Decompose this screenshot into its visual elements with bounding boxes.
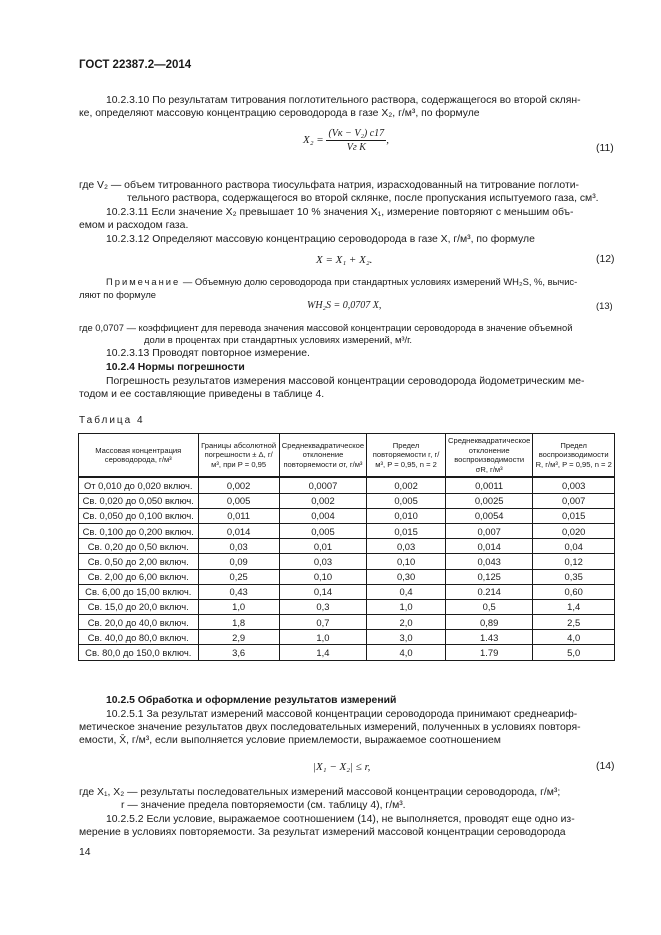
table-cell: 0,043 [445,554,532,569]
table-row [79,630,615,645]
table-cell: 0,5 [445,599,532,614]
table-row [79,523,615,538]
table-row [79,599,615,614]
formula-13: WH₂S = 0,0707 X, [307,300,382,311]
paragraph-10-2-3-13: 10.2.3.13 Проводят повторное измерение. [106,348,310,359]
table-cell: 0,01 [279,539,366,554]
where-11-line2: тельного раствора, содержащегося во второй склянке, после пропускания испытуемого газа, см³. [127,193,599,204]
section-10-2-5-title: 10.2.5 Обработка и оформление результатов измерений [106,695,397,706]
table-cell: Св. 0,20 до 0,50 включ. [79,539,199,554]
table-cell: 1,8 [198,615,279,630]
equation-number-14: (14) [596,761,615,772]
table-cell: 0,35 [533,569,615,584]
table-row [79,615,615,630]
equation-number-13: (13) [596,300,613,311]
table-cell: 0,125 [445,569,532,584]
table-cell: Св. 0,020 до 0,050 включ. [79,493,199,508]
table-cell: 4,0 [533,630,615,645]
formula-12: X = X₁ + X₂. [316,254,373,266]
table-cell: 0,011 [198,508,279,523]
paragraph-10-2-5-2-line2: мерение в условиях повторяемости. За результат измерений массовой концентрации сероводорода [79,827,566,838]
table-cell: 1,0 [279,630,366,645]
table-cell: 0,30 [367,569,446,584]
section-10-2-4-line2: тодом и ее составляющие приведены в таблице 4. [79,389,325,400]
table-cell: 1,0 [198,599,279,614]
section-10-2-5-line2: метическое значение результатов двух последовательных измерений, полученных в условиях повторя- [79,722,581,733]
table-cell: 0,020 [533,523,615,538]
table-cell: 5,0 [533,645,615,660]
table-cell: 2,0 [367,615,446,630]
table-cell: 0,0011 [445,477,532,493]
table-cell: 2,9 [198,630,279,645]
table-row [79,554,615,569]
table-header-abs-error: Границы абсолютной погрешности ± Δ, г/м³, при P = 0,95 [198,434,279,478]
table-row [79,539,615,554]
table-cell: Св. 2,00 до 6,00 включ. [79,569,199,584]
table-cell: Св. 0,100 до 0,200 включ. [79,523,199,538]
where-11-line1: где V₂ — объем титрованного раствора тиосульфата натрия, израсходованный на титрование поглоти- [79,180,579,191]
formula-11-fraction [326,128,386,153]
table-cell: Св. 6,00 до 15,00 включ. [79,584,199,599]
table-header-repeatability-sd: Среднеквадратическое отклонение повторяемости σr, г/м³ [279,434,366,478]
table-cell: 0,002 [279,493,366,508]
table-cell: 1,4 [533,599,615,614]
table-cell: 3,0 [367,630,446,645]
formula-11 [303,128,389,153]
table-cell: 0,43 [198,584,279,599]
paragraph-10-2-3-11-line1: 10.2.3.11 Если значение X₂ превышает 10 % значения X₁, измерение повторяют с меньшим объ- [106,207,574,218]
table-cell: 0,004 [279,508,366,523]
page-number: 14 [79,847,91,858]
table-header-reproducibility-sd: Среднеквадратическое отклонение воспроизводимости σR, г/м³ [445,434,532,478]
table-cell: 0,7 [279,615,366,630]
table-cell: 0,12 [533,554,615,569]
section-10-2-4-title: 10.2.4 Нормы погрешности [106,362,245,373]
section-10-2-5-line3: емости, X̄, г/м³, если выполняется условие приемлемости, выражаемое соотношением [79,735,501,746]
table-header-row [79,434,615,478]
table-cell: 0,04 [533,539,615,554]
table-cell: Св. 80,0 до 150,0 включ. [79,645,199,660]
paragraph-10-2-3-11-line2: емом и расходом газа. [79,220,189,231]
table-cell: Св. 40,0 до 80,0 включ. [79,630,199,645]
formula-11-lhs: X₂ = [303,134,324,147]
table-cell: 0,60 [533,584,615,599]
table-cell: 1.79 [445,645,532,660]
table-cell: 0,0054 [445,508,532,523]
paragraph-10-2-3-12: 10.2.3.12 Определяют массовую концентрацию сероводорода в газе X, г/м³, по формуле [106,234,535,245]
formula-11-denominator: Vг K [346,142,366,153]
table-cell: 0,003 [533,477,615,493]
table-cell: Св. 15,0 до 20,0 включ. [79,599,199,614]
table-cell: 0,015 [533,508,615,523]
table-cell: 0,25 [198,569,279,584]
table-header-reproducibility-limit: Предел воспроизводимости R, г/м³, P = 0,95, n = 2 [533,434,615,478]
table-row [79,569,615,584]
table-row [79,508,615,523]
table-cell: 1.43 [445,630,532,645]
section-10-2-4-line1: Погрешность результатов измерения массовой концентрации сероводорода йодометрическим ме- [106,376,585,387]
table-cell: Св. 20,0 до 40,0 включ. [79,615,199,630]
table-cell: 0,005 [367,493,446,508]
note-label: Примечание [106,276,181,287]
table-cell: 0,03 [279,554,366,569]
table-cell: 0,007 [445,523,532,538]
table-header-concentration: Массовая концентрация сероводорода, г/м³ [79,434,199,478]
note-line1: — Объемную долю сероводорода при стандартных условиях измерений WH₂S, %, вычис- [180,276,578,287]
note [106,276,577,288]
where-13-line2: доли в процентах при стандартных условиях измерений, м³/г. [144,334,412,345]
table-cell: 0,89 [445,615,532,630]
paragraph-10-2-3-10-line2: ке, определяют массовую концентрацию сероводорода в газе X₂, г/м³, по формуле [79,108,480,119]
section-10-2-5-line1: 10.2.5.1 За результат измерений массовой концентрации сероводорода принимают среднеариф- [106,709,578,720]
table-cell: 0,007 [533,493,615,508]
table-cell: 0,010 [367,508,446,523]
table-cell: 4,0 [367,645,446,660]
table-cell: 0,4 [367,584,446,599]
formula-14: |X₁ − X₂| ≤ r, [313,761,371,773]
table-cell: 0,014 [198,523,279,538]
table-4-caption: Таблица 4 [79,415,145,426]
table-cell: От 0,010 до 0,020 включ. [79,477,199,493]
where-14-line2: r — значение предела повторяемости (см. таблицу 4), г/м³. [121,800,406,811]
table-cell: 0.214 [445,584,532,599]
table-4 [78,433,615,661]
table-cell: 1,0 [367,599,446,614]
paragraph-10-2-3-10-line1: 10.2.3.10 По результатам титрования поглотительного раствора, содержащегося во второй склян- [106,95,581,106]
paragraph-10-2-5-2-line1: 10.2.5.2 Если условие, выражаемое соотношением (14), не выполняется, проводят еще одно из- [106,814,575,825]
table-cell: 0,10 [279,569,366,584]
table-cell: 0,03 [198,539,279,554]
table-cell: 0,3 [279,599,366,614]
table-cell: 0,09 [198,554,279,569]
table-cell: Св. 0,50 до 2,00 включ. [79,554,199,569]
table-cell: 1,4 [279,645,366,660]
table-header-repeatability-limit: Предел повторяемости r, г/м³, P = 0,95, n = 2 [367,434,446,478]
where-13-line1: где 0,0707 — коэффициент для перевода значения массовой концентрации сероводорода в значение объемной [79,322,573,333]
note-line2: ляют по формуле [79,289,157,300]
table-row [79,584,615,599]
table-row [79,645,615,660]
table-cell: 0,014 [445,539,532,554]
equation-number-12: (12) [596,254,615,265]
table-cell: 0,002 [198,477,279,493]
formula-11-tail: , [386,134,389,147]
table-cell: 0,14 [279,584,366,599]
document-header: ГОСТ 22387.2—2014 [79,59,192,71]
table-row [79,477,615,493]
formula-11-numerator: (Vк − V₂) c17 [328,128,385,139]
where-14-line1: где X₁, X₂ — результаты последовательных измерений массовой концентрации сероводорода, г/м³; [79,787,561,798]
table-cell: 0,10 [367,554,446,569]
table-cell: 0,0007 [279,477,366,493]
table-cell: 3,6 [198,645,279,660]
equation-number-11: (11) [596,143,614,154]
table-cell: 0,005 [198,493,279,508]
table-row [79,493,615,508]
table-cell: 2,5 [533,615,615,630]
table-cell: 0,002 [367,477,446,493]
table-cell: 0,005 [279,523,366,538]
table-cell: Св. 0,050 до 0,100 включ. [79,508,199,523]
table-cell: 0,0025 [445,493,532,508]
table-cell: 0,015 [367,523,446,538]
table-cell: 0,03 [367,539,446,554]
